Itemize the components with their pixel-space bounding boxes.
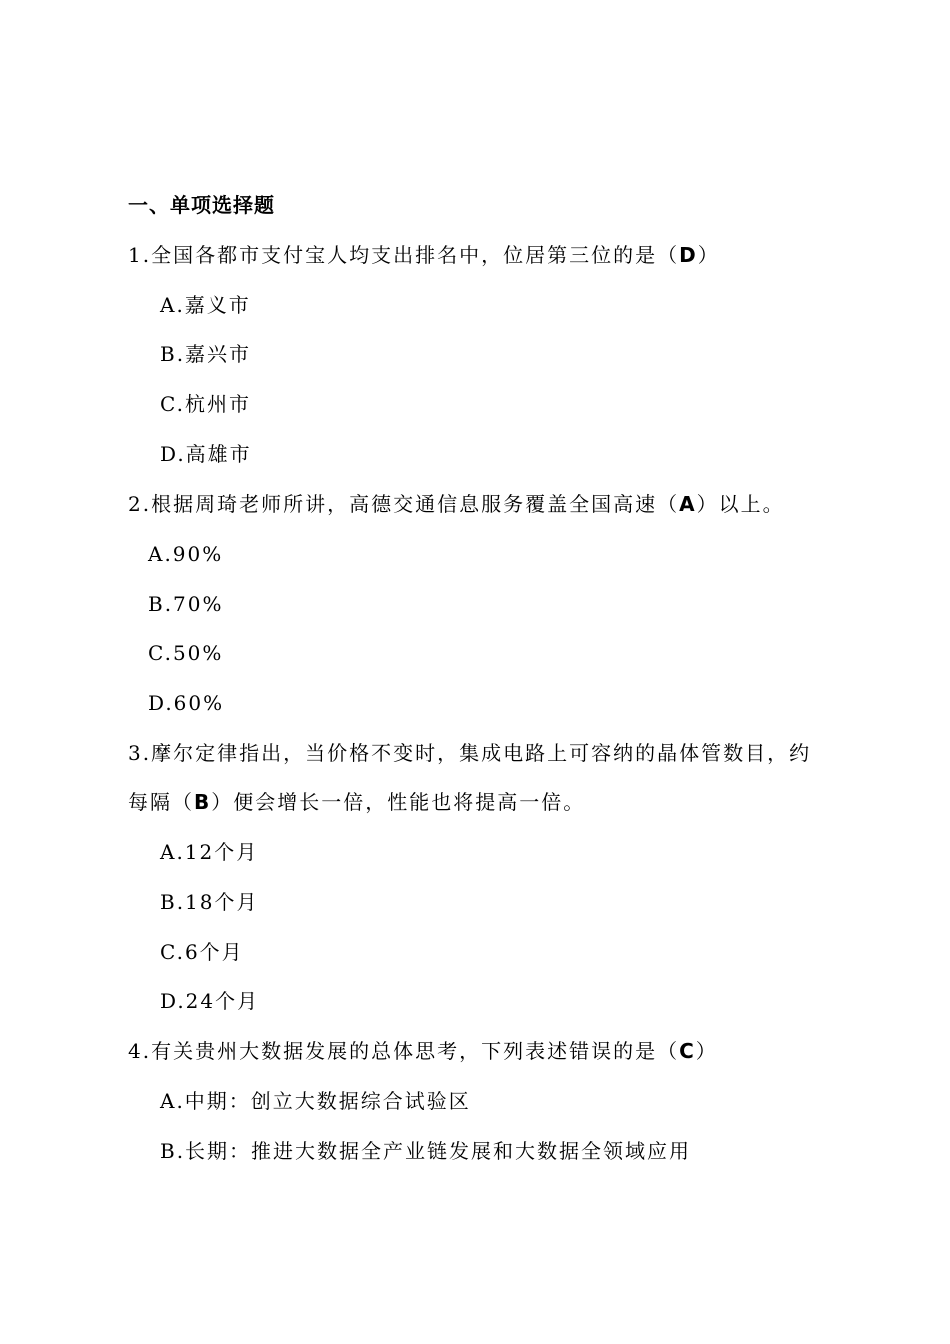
question-4-answer: C (679, 1039, 696, 1063)
question-2-option-a: A.90% (148, 542, 224, 566)
question-3-option-d: D.24个月 (160, 989, 260, 1013)
question-2-answer: A (679, 492, 697, 516)
question-3-text-end: ）便会增长一倍，性能也将提高一倍。 (211, 790, 586, 814)
question-3-option-b: B.18个月 (160, 890, 259, 914)
question-3-line-2 (128, 788, 585, 816)
question-1-answer: D (679, 243, 698, 267)
question-4-option-b: B.长期：推进大数据全产业链发展和大数据全领域应用 (160, 1139, 692, 1163)
question-1-text-end: ） (697, 243, 720, 267)
question-2-text: 2.根据周琦老师所讲，高德交通信息服务覆盖全国高速（ (128, 492, 680, 516)
question-1-option-c: C.杭州市 (160, 392, 251, 416)
question-4-option-a: A.中期：创立大数据综合试验区 (160, 1089, 471, 1113)
question-2 (128, 490, 785, 518)
question-1-option-a: A.嘉义市 (160, 293, 251, 317)
question-1-option-d: D.高雄市 (160, 442, 252, 466)
question-1-text: 1.全国各都市支付宝人均支出排名中，位居第三位的是（ (128, 243, 680, 267)
question-3-line-1: 3.摩尔定律指出，当价格不变时，集成电路上可容纳的晶体管数目，约 (128, 741, 812, 765)
question-3-option-a: A.12个月 (160, 840, 259, 864)
question-4-text-end: ） (695, 1039, 718, 1063)
question-3-option-c: C.6个月 (160, 940, 244, 964)
question-1-option-b: B.嘉兴市 (160, 342, 252, 366)
question-3-answer: B (194, 790, 212, 814)
question-3-text: 每隔（ (128, 790, 194, 814)
question-1 (128, 241, 720, 269)
question-2-option-d: D.60% (148, 691, 225, 715)
question-4-text: 4.有关贵州大数据发展的总体思考，下列表述错误的是（ (128, 1039, 680, 1063)
question-2-text-end: ）以上。 (696, 492, 785, 516)
question-2-option-b: B.70% (148, 592, 224, 616)
question-2-option-c: C.50% (148, 641, 224, 665)
question-4 (128, 1037, 718, 1065)
section-title: 一、单项选择题 (128, 193, 275, 217)
